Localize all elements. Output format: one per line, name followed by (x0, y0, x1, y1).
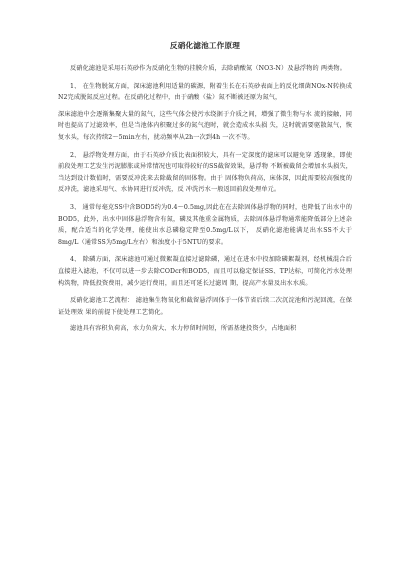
paragraph-denitrification: 1、 在生物脱氮方面，深床滤池利用适量的碳源，附着生长在石英砂表面上的反化细菌NOx-N转换成N2完成脱氮反应过程。在反硝化过程中，由于硝酸（盐）氮不断被还原为氮气， (58, 82, 352, 102)
paragraph-suspended-solids: 2、 悬浮物处理方面，由于石英砂介质比表面积较大，具有一定深度的滤床可以避免穿 透现象，即使前段处理工艺发生污泥膨胀或异常情况也可取得较好的SS截留效果，悬浮物 不断被截留会增加水头损失，当达到设计数值时，需要反冲洗来去除截留的固体物。由于 固体物负荷高，床体深，因此需要较高强度的反冲洗，滤池采用气、水协同进行反冲洗，反 冲洗污水一般返回前段处理单元。 (58, 151, 352, 194)
paragraph-advantages: 滤池具有容积负荷高，水力负荷大、水力停留时间短，所需基建投资少，占地面积 (70, 325, 297, 333)
paragraph-intro: 反硝化滤池是采用石英砂作为反硝化生物的挂膜介质，去除硝酸氮（NO3-N）及悬浮物的 两类物。 (70, 65, 346, 72)
page-title: 反硝化滤池工作原理 (169, 41, 241, 50)
paragraph-phosphorus-removal: 4、 除磷方面，深床滤池可通过微絮凝直接过滤除磷，通过在进水中投加除磷絮凝剂，经机械混合后直接进入滤池，不仅可以进一步去除CODcr和BOD5，而且可以稳定保证SS、TP达标，可简化污水处理构筑物，降低投资费用，减少运行费用，而且还可延长过滤周 期，提高产水量及出水水质。 (58, 256, 352, 287)
paragraph-nitrogen-gas: 深床滤池中会逐渐集聚大量的氮气，这些气体会使污水绕据于介质之间，增强了微生物与水 流的接触，同时也提高了过滤效率，但是当池体内积聚过多的氮气泡时，就会造成水头损 失，这时就需要驱散氮气，恢复水头，每次持续2〜5min左右，扰动频率从2h一次到4h 一次不等。 (58, 110, 352, 141)
paragraph-process-flow: 反硝化滤池工艺流程： 滤池集生物氧化和截留悬浮固体于一体节省后续二次沉淀池和污泥回流，在保证处理效 果的前提下使处理工艺简化。 (58, 297, 352, 316)
paragraph-bod-removal: 3、 通常每毫克SS中含BOD5约为0.4〜0.5mg,因此在在去除固体悬浮物的同时，也降低了出水中的BOD5，此外，出水中固体悬浮物含有氮，磷及其他重金属物质，去除固体悬浮物通常能降低部分上述杂质，配合适当的化学处理，能使出水总磷稳定降至0.5mg/L以下， 反硝化滤池能满足出水SS不大于8mg/L（通常SS为5mg/L左右）和浊度小于5NTU的要求。 (58, 203, 352, 246)
